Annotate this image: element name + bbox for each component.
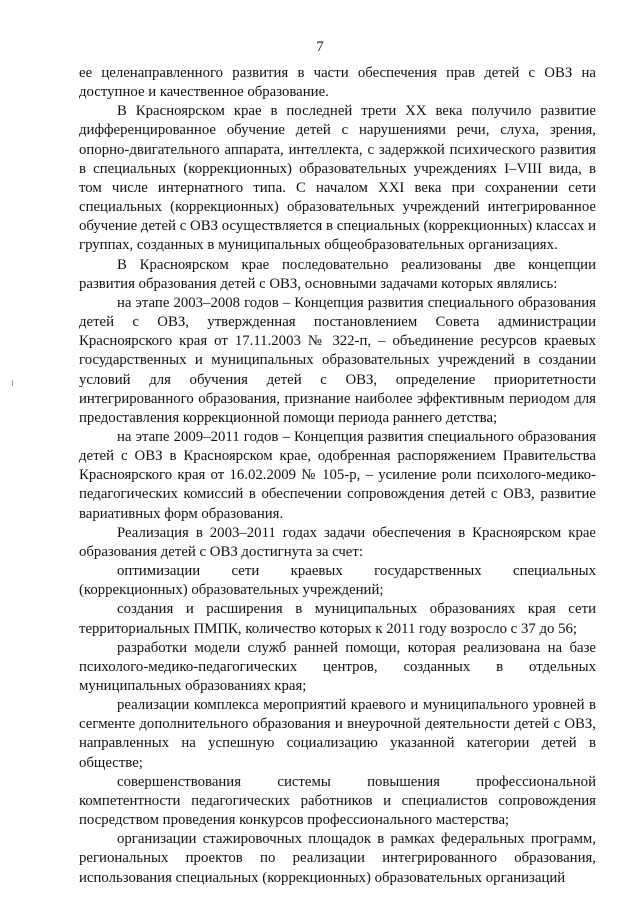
paragraph: В Красноярском крае последовательно реализованы две концепции развития образования детей с ОВЗ, основными задачами которых являлись: xyxy=(79,256,596,292)
paragraph: оптимизации сети краевых государственных специальных (коррекционных) образовательных учреждений; xyxy=(79,563,596,599)
paragraph: Реализация в 2003–2011 годах задачи обеспечения в Красноярском крае образования детей с ОВЗ достигнута за счет: xyxy=(79,524,596,560)
page-number: 7 xyxy=(316,39,324,55)
body-text xyxy=(79,64,596,888)
paragraph: В Красноярском крае в последней трети XX века получило развитие дифференцированное обучение детей с нарушениями речи, слуха, зрения, опорно-двигательного аппарата, интеллекта, с задержкой психического развития в специальных (коррекционных) образовательных учреждениях I–VIII вида, в том числе интернатного типа. С началом XXI века при сохранении сети специальных (коррекционных) образовательных учреждений интегрированное обучение детей с ОВЗ осуществляется в специальных (коррекционных) классах и группах, созданных в муниципальных общеобразовательных организациях. xyxy=(79,103,596,254)
paragraph: разработки модели служб ранней помощи, которая реализована на базе психолого-медико-педагогических центров, созданных в отдельных муниципальных образованиях края; xyxy=(79,639,596,694)
paragraph: создания и расширения в муниципальных образованиях края сети территориальных ПМПК, количество которых к 2011 году возросло с 37 до 56; xyxy=(79,601,596,637)
paragraph: совершенствования системы повышения профессиональной компетентности педагогических работников и специалистов сопровождения посредством проведения конкурсов профессионального мастерства; xyxy=(79,773,596,829)
paragraph: реализации комплекса мероприятий краевого и муниципального уровней в сегменте дополнительного образования и внеурочной деятельности детей с ОВЗ, направленных на успешную социализацию указанной категории детей в обществе; xyxy=(79,697,596,771)
paragraph: ее целенаправленного развития в части обеспечения прав детей с ОВЗ на доступное и качественное образование. xyxy=(79,65,596,101)
paragraph: на этапе 2009–2011 годов – Концепция развития специального образования детей с ОВЗ в Красноярском крае, одобренная распоряжением Правительства Красноярского края от 16.02.2009 № 105-р, – усиление роли психолого-медико-педагогических комиссий в обеспечении сопровождения детей с ОВЗ, развитие вариативных форм образования. xyxy=(79,428,596,522)
margin-mark xyxy=(12,380,13,386)
paragraph: на этапе 2003–2008 годов – Концепция развития специального образования детей с ОВЗ, утвержденная постановлением Совета администрации Красноярского края от 17.11.2003 № 322-п, – объединение ресурсов краевых государственных и муниципальных образовательных учреждений в создании условий для обучения детей с ОВЗ, определение приоритетности интегрированного образования, признание наиболее эффективным периодом для предоставления коррекционной помощи периода раннего детства; xyxy=(79,294,596,426)
paragraph: организации стажировочных площадок в рамках федеральных программ, региональных проектов по реализации интегрированного образования, использования специальных (коррекционных) образовательных организаций xyxy=(79,831,596,886)
